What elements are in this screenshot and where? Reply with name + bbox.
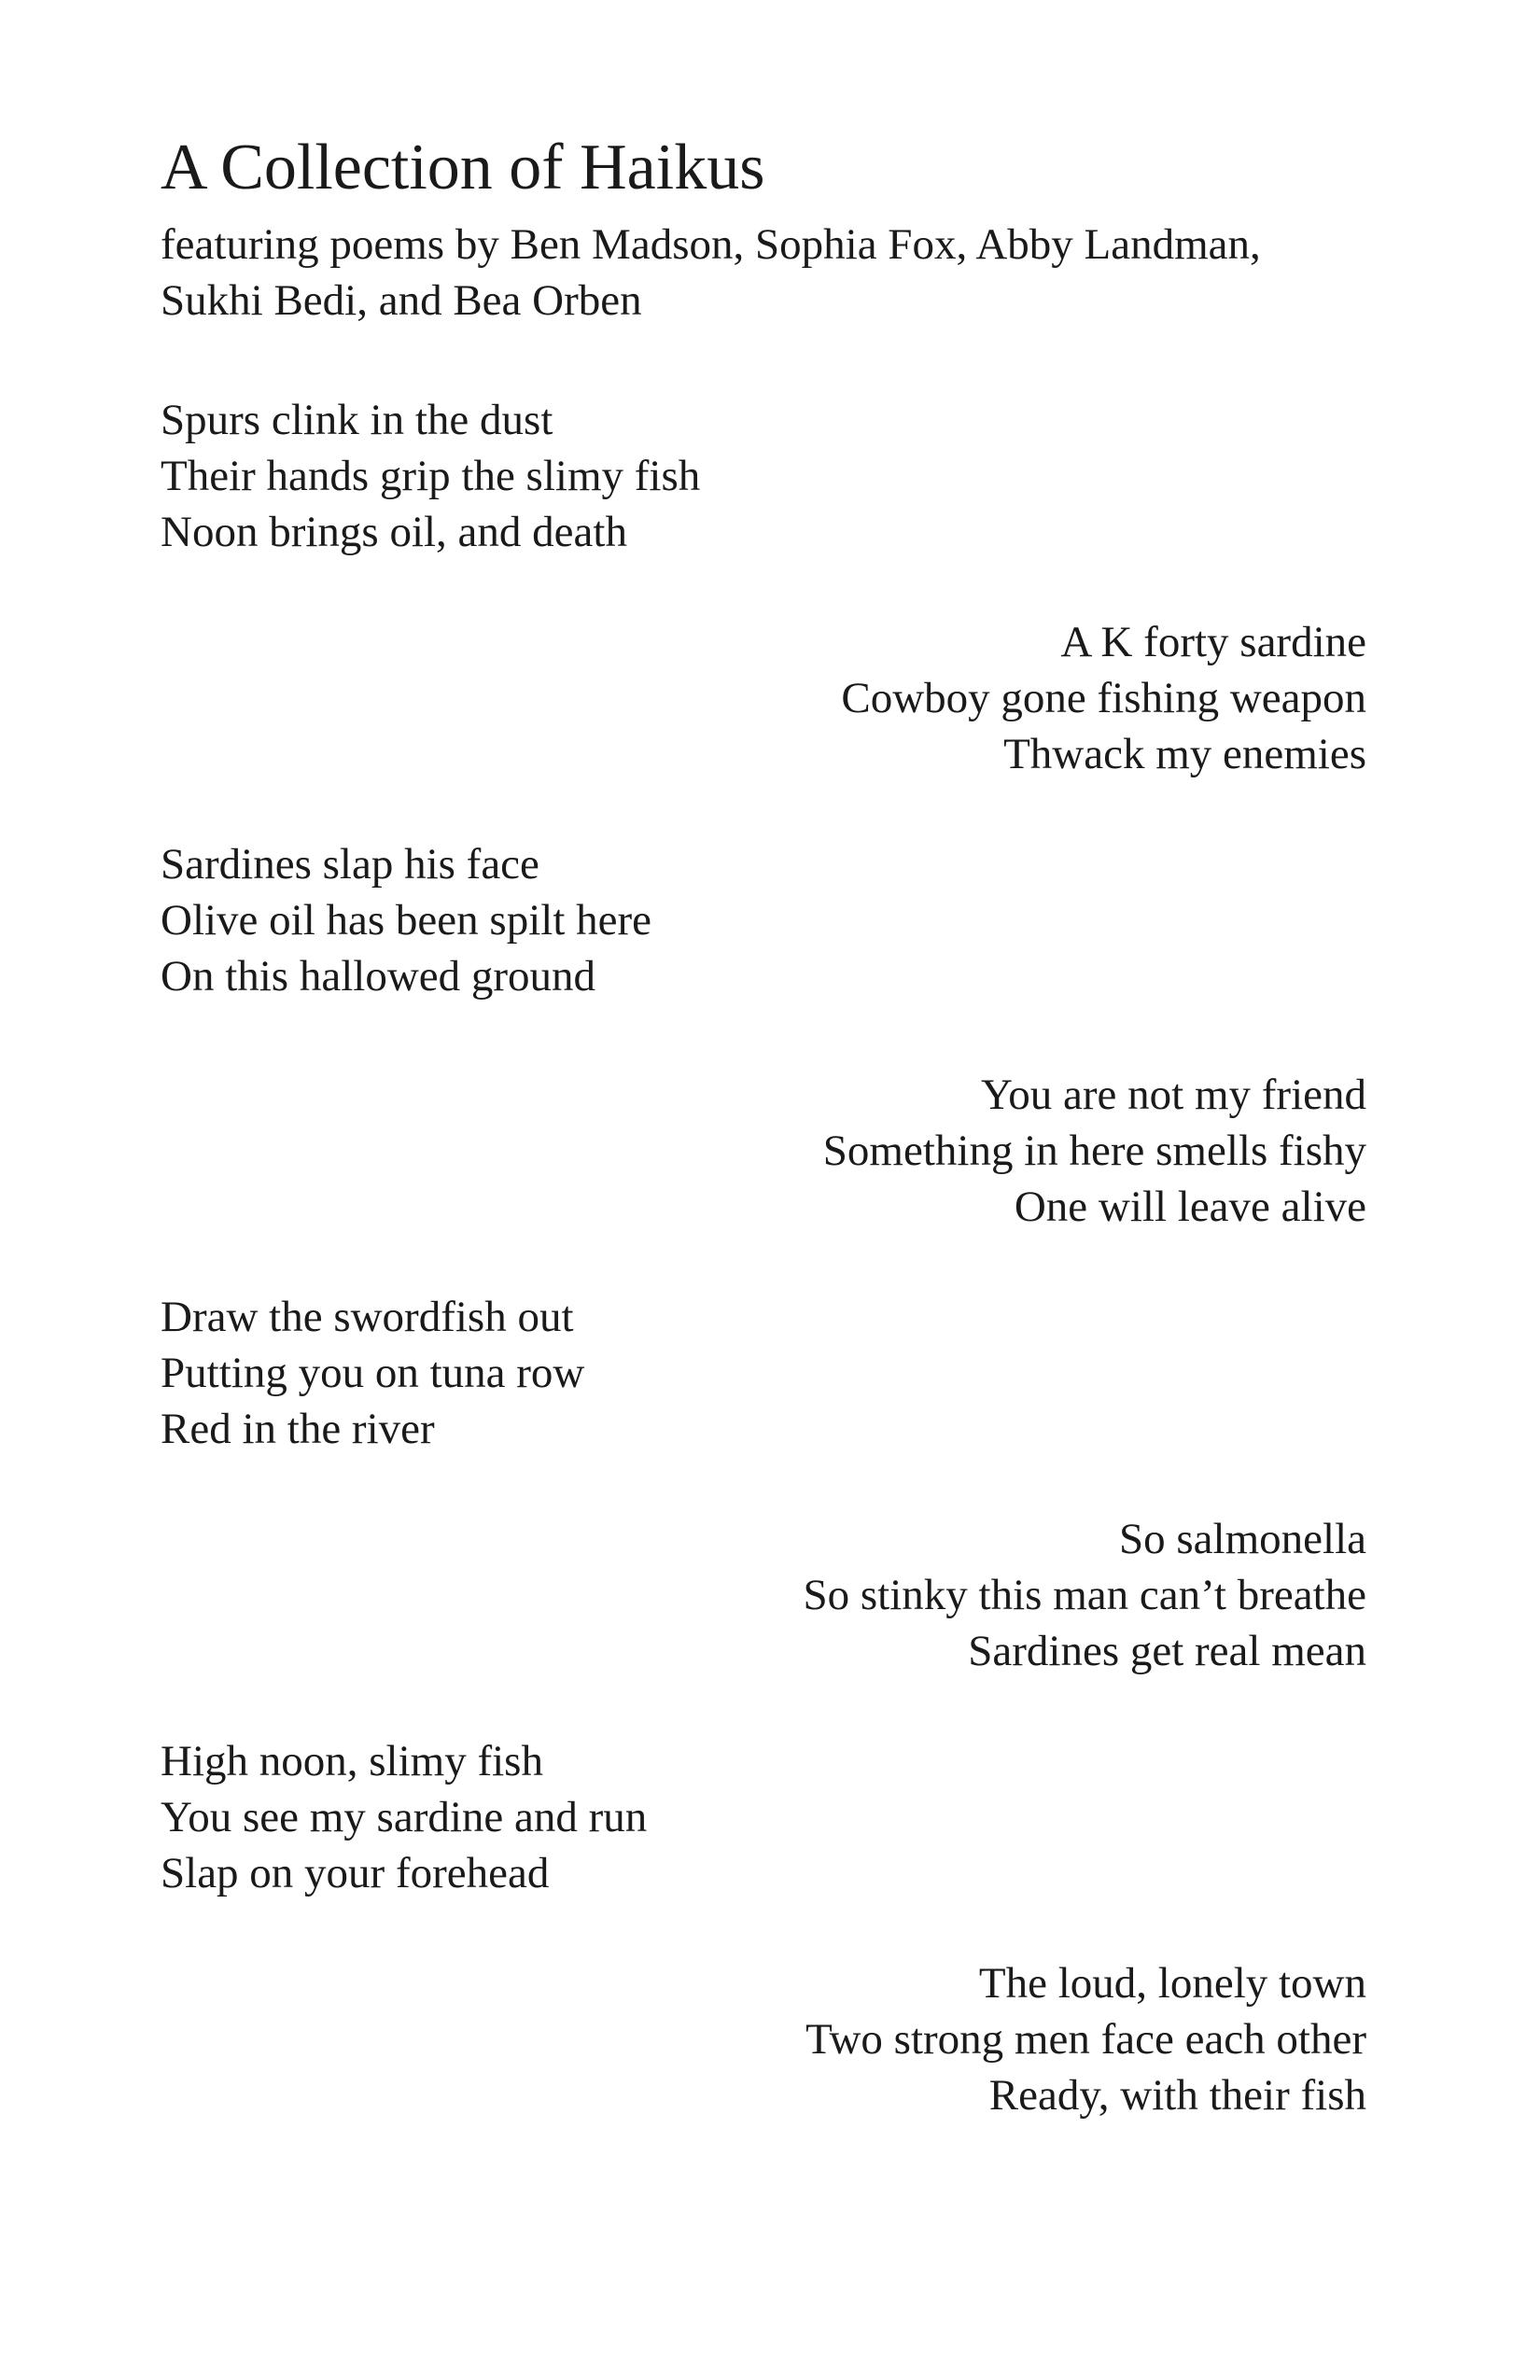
haiku-line: You are not my friend — [981, 1071, 1366, 1119]
haiku-4 — [823, 1067, 1366, 1235]
haiku-line: Red in the river — [161, 1405, 435, 1453]
haiku-line: So stinky this man can’t breathe — [803, 1571, 1366, 1619]
haiku-line: Two strong men face each other — [805, 2015, 1366, 2064]
haiku-line: One will leave alive — [1014, 1183, 1366, 1231]
haiku-line: Something in here smells fishy — [822, 1127, 1366, 1175]
haiku-line: Slap on your forehead — [161, 1849, 550, 1897]
haiku-2 — [841, 614, 1366, 782]
haiku-line: Olive oil has been spilt here — [161, 896, 651, 945]
haiku-5 — [161, 1289, 584, 1457]
document-title: A Collection of Haikus — [161, 132, 765, 203]
haiku-line: Draw the swordfish out — [161, 1293, 574, 1341]
haiku-line: Cowboy gone fishing weapon — [841, 674, 1366, 722]
haiku-line: You see my sardine and run — [161, 1793, 648, 1841]
haiku-line: A K forty sardine — [1060, 618, 1366, 666]
haiku-3 — [161, 836, 651, 1004]
haiku-line: Thwack my enemies — [1003, 730, 1366, 778]
haiku-line: Noon brings oil, and death — [161, 508, 627, 556]
haiku-line: Their hands grip the slimy fish — [161, 452, 701, 500]
haiku-line: The loud, lonely town — [978, 1959, 1366, 2008]
haiku-line: High noon, slimy fish — [161, 1737, 543, 1785]
haiku-line: On this hallowed ground — [161, 952, 596, 1001]
haiku-7 — [161, 1733, 647, 1901]
haiku-line: Ready, with their fish — [988, 2071, 1366, 2120]
haiku-line: Sardines slap his face — [161, 840, 539, 889]
subtitle-line: featuring poems by Ben Madson, Sophia Fox, Abby Landman, — [161, 220, 1261, 269]
document-subtitle — [161, 217, 1374, 329]
haiku-line: So salmonella — [1119, 1515, 1366, 1563]
haiku-line: Putting you on tuna row — [161, 1349, 585, 1397]
haiku-1 — [161, 392, 700, 560]
subtitle-line: Sukhi Bedi, and Bea Orben — [161, 276, 642, 325]
haiku-8 — [805, 1955, 1366, 2123]
haiku-line: Spurs clink in the dust — [161, 396, 553, 444]
haiku-6 — [804, 1511, 1367, 1679]
haiku-line: Sardines get real mean — [968, 1627, 1366, 1675]
